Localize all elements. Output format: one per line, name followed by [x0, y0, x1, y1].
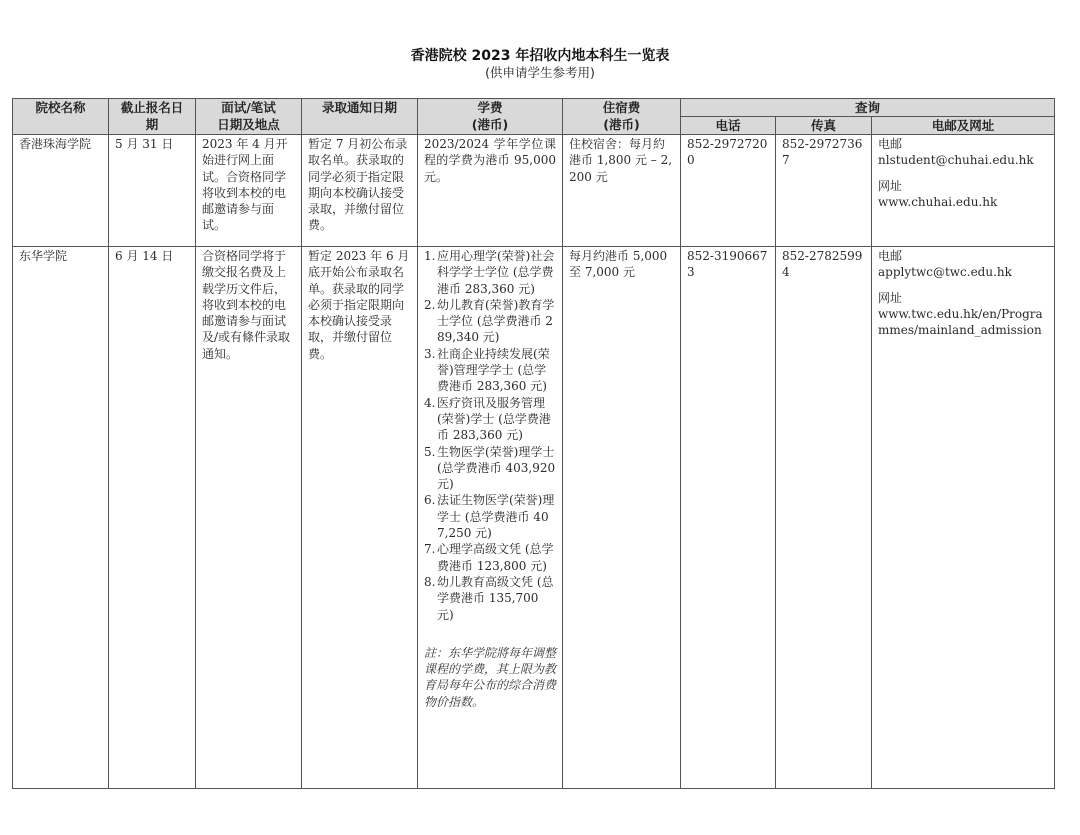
header-accommodation-line1: 住宿费 — [602, 100, 641, 115]
header-email-web — [872, 117, 1055, 135]
cell-deadline: 6 月 14 日 — [109, 247, 196, 789]
tuition-item: 4. 医疗资讯及服务管理(荣誉)学士 (总学费港币 283,360 元) — [424, 395, 551, 443]
email-block — [878, 136, 1048, 169]
header-inquiry-label: 查询 — [855, 100, 881, 115]
email-label: 电邮 — [878, 249, 903, 263]
tuition-list — [424, 248, 556, 623]
cell-institution: 东华学院 — [13, 247, 109, 789]
header-fax — [776, 117, 872, 135]
header-tuition-line1: 学费 — [477, 100, 503, 115]
cell-phone: 852-29727200 — [681, 135, 776, 247]
header-admission-notice — [302, 99, 418, 135]
cell-email-web — [872, 247, 1055, 789]
header-fax-label: 传真 — [810, 118, 836, 133]
web-link[interactable]: www.chuhai.edu.hk — [878, 194, 998, 209]
tuition-item: 1. 应用心理学(荣誉)社会科学学士学位 (总学费港币 283,360 元) — [424, 249, 555, 296]
header-phone-label: 电话 — [715, 118, 741, 133]
tuition-item: 8. 幼儿教育高级文凭 (总学费港币 135,700 元) — [424, 574, 554, 622]
cell-institution: 香港珠海学院 — [13, 135, 109, 247]
header-interview — [196, 99, 302, 135]
email-block — [878, 248, 1048, 281]
table-row — [13, 135, 1055, 247]
table-row — [13, 247, 1055, 789]
document-title: 香港院校 2023 年招收内地本科生一览表 — [410, 48, 670, 64]
web-link[interactable]: www.twc.edu.hk/en/Programmes/mainland_admission — [878, 306, 1043, 338]
cell-admission-notice: 暂定 7 月初公布录取名单。获录取的同学必须于指定限期向本校确认接受录取，并缴付留位费。 — [302, 135, 418, 247]
tuition-item: 5. 生物医学(荣誉)理学士 (总学费港币 403,920 元) — [424, 444, 556, 492]
header-interview-line2: 日期及地点 — [217, 117, 280, 132]
header-admission-notice-label: 录取通知日期 — [321, 100, 397, 115]
tuition-note: 註：东华学院將每年调整课程的学费，其上限为教育局每年公布的综合消费物价指数。 — [424, 645, 557, 709]
cell-deadline: 5 月 31 日 — [109, 135, 196, 247]
header-deadline-line1: 截止报名日 — [120, 100, 184, 115]
tuition-item: 2. 幼儿教育(荣誉)教育学士学位 (总学费港币 289,340 元) — [424, 297, 555, 345]
email-label: 电邮 — [878, 137, 903, 151]
cell-accommodation: 住校宿舍：每月約港币 1,800 元 – 2,200 元 — [563, 135, 681, 247]
email-link[interactable]: applytwc@twc.edu.hk — [878, 265, 1012, 280]
header-tuition-line2: (港币) — [471, 117, 509, 132]
tuition-item: 3. 社商企业持续发展(荣誉)管理学学士 (总学费港币 283,360 元) — [424, 346, 550, 394]
admissions-table — [12, 98, 1055, 789]
email-link[interactable]: nlstudent@chuhai.edu.hk — [878, 153, 1034, 168]
header-email-web-label: 电邮及网址 — [931, 118, 995, 133]
header-institution — [13, 99, 109, 135]
cell-tuition: 2023/2024 学年学位课程的学费为港币 95,000 元。 — [418, 135, 563, 247]
header-row-top — [13, 99, 1055, 117]
header-tuition — [418, 99, 563, 135]
header-deadline — [109, 99, 196, 135]
tuition-item: 7. 心理学高级文凭 (总学费港币 123,800 元) — [424, 542, 554, 573]
header-deadline-line2: 期 — [145, 117, 159, 132]
web-block — [878, 290, 1048, 339]
cell-fax: 852-29727367 — [776, 135, 872, 247]
tuition-item: 6. 法证生物医学(荣誉)理学士 (总学费港币 407,250 元) — [424, 493, 555, 541]
cell-interview: 合资格同学将于缴交报名费及上载学历文件后，将收到本校的电邮邀请参与面试及/或有條件录取通知。 — [196, 247, 302, 789]
cell-phone: 852-31906673 — [681, 247, 776, 789]
header-interview-line1: 面试/笔试 — [221, 100, 276, 115]
header-accommodation — [563, 99, 681, 135]
header-inquiry — [681, 99, 1055, 117]
web-block — [878, 178, 1048, 211]
header-institution-label: 院校名称 — [35, 100, 86, 115]
cell-email-web — [872, 135, 1055, 247]
cell-fax: 852-27825994 — [776, 247, 872, 789]
cell-admission-notice: 暂定 2023 年 6 月底开始公布录取名单。获录取的同学必须于指定限期向本校确认接受录取，并缴付留位费。 — [302, 247, 418, 789]
document-subtitle: (供申请学生参考用) — [485, 65, 595, 80]
web-label: 网址 — [878, 290, 903, 305]
cell-interview: 2023 年 4 月开始进行网上面试。合资格同学将收到本校的电邮邀请参与面试。 — [196, 135, 302, 247]
web-label: 网址 — [878, 178, 903, 193]
cell-accommodation: 每月约港币 5,000 至 7,000 元 — [563, 247, 681, 789]
cell-tuition — [418, 247, 563, 789]
header-accommodation-line2: (港币) — [603, 117, 640, 132]
header-phone — [681, 117, 776, 135]
